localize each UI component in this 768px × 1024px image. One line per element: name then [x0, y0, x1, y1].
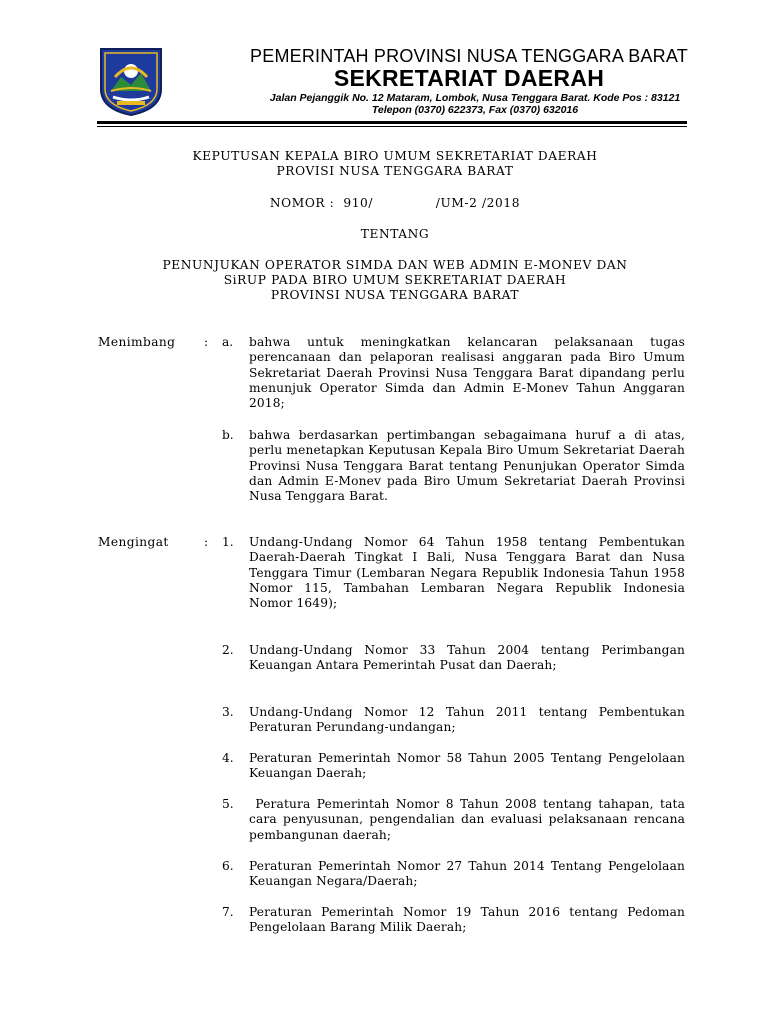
- mengingat-item-3: Undang-Undang Nomor 12 Tahun 2011 tentang Pembentukan Peraturan Perundang-undangan;: [249, 705, 685, 735]
- mengingat-colon: :: [204, 535, 209, 549]
- decree-number: NOMOR : 910/ /UM-2 /2018: [269, 196, 521, 210]
- mengingat-marker-3: 3.: [222, 705, 234, 719]
- mengingat-marker-6: 6.: [222, 859, 234, 873]
- province-emblem-icon: [97, 45, 165, 117]
- mengingat-marker-7: 7.: [222, 905, 234, 919]
- menimbang-item-a: bahwa untuk meningkatkan kelancaran pelaksanaan tugas perencanaan dan pelaporan realisasi anggaran pada Biro Umum Sekretariat Daerah Provinsi Nusa Tenggara Barat dipandang perlu menunjuk Operator Simda dan Admin E-Monev Tahun Anggaran 2018;: [249, 335, 685, 411]
- province-emblem-logo: [97, 45, 165, 117]
- menimbang-label: Menimbang: [98, 335, 176, 349]
- mengingat-item-4: Peraturan Pemerintah Nomor 58 Tahun 2005 Tentang Pengelolaan Keuangan Daerah;: [249, 751, 685, 781]
- menimbang-marker-b: b.: [222, 428, 234, 442]
- menimbang-item-b: bahwa berdasarkan pertimbangan sebagaimana huruf a di atas, perlu menetapkan Keputusan Kepala Biro Umum Sekretariat Daerah Provinsi Nusa Tenggara Barat tentang Penunjukan Operator Simda dan Admin E-Monev pada Biro Umum Sekretariat Daerah Provinsi Nusa Tenggara Barat.: [249, 428, 685, 504]
- mengingat-item-7: Peraturan Pemerintah Nomor 19 Tahun 2016 tentang Pedoman Pengelolaan Barang Milik Daerah;: [249, 905, 685, 935]
- mengingat-item-1: Undang-Undang Nomor 64 Tahun 1958 tentang Pembentukan Daerah-Daerah Tingkat I Bali, Nusa Tenggara Barat dan Nusa Tenggara Timur (Lembaran Negara Republik Indonesia Tahun 1958 Nomor 115, Tambahan Lembaran Negara Republik Indonesia Nomor 1649);: [249, 535, 685, 611]
- menimbang-marker-a: a.: [222, 335, 234, 349]
- mengingat-marker-4: 4.: [222, 751, 234, 765]
- mengingat-item-5: Peratura Pemerintah Nomor 8 Tahun 2008 tentang tahapan, tata cara penyusunan, pengendalian dan evaluasi pelaksanaan rencana pembangunan daerah;: [249, 797, 690, 842]
- decree-title-line2: PROVISI NUSA TENGGARA BARAT: [276, 164, 514, 178]
- letterhead-office-name: SEKRETARIAT DAERAH: [333, 65, 605, 91]
- mengingat-marker-1: 1.: [222, 535, 234, 549]
- subject-line3: PROVINSI NUSA TENGGARA BARAT: [270, 288, 520, 302]
- decree-title-line1: KEPUTUSAN KEPALA BIRO UMUM SEKRETARIAT DAERAH: [192, 149, 598, 163]
- letterhead-divider-thick: [97, 121, 687, 124]
- subject-line1: PENUNJUKAN OPERATOR SIMDA DAN WEB ADMIN E-MONEV DAN: [162, 258, 628, 272]
- mengingat-marker-5: 5.: [222, 797, 234, 811]
- mengingat-item-2: Undang-Undang Nomor 33 Tahun 2004 tentang Perimbangan Keuangan Antara Pemerintah Pusat dan Daerah;: [249, 643, 685, 673]
- letterhead-divider-thin: [97, 126, 687, 127]
- menimbang-colon: :: [204, 335, 209, 349]
- letterhead-address: Jalan Pejanggik No. 12 Mataram, Lombok, Nusa Tenggara Barat. Kode Pos : 83121: [269, 92, 681, 104]
- mengingat-label: Mengingat: [98, 535, 169, 549]
- tentang-heading: TENTANG: [360, 227, 430, 241]
- letterhead-government-name: PEMERINTAH PROVINSI NUSA TENGGARA BARAT: [250, 46, 688, 66]
- letterhead-phone: Telepon (0370) 622373, Fax (0370) 632016: [371, 104, 579, 116]
- subject-line2: SiRUP PADA BIRO UMUM SEKRETARIAT DAERAH: [223, 273, 567, 287]
- mengingat-marker-2: 2.: [222, 643, 234, 657]
- mengingat-item-6: Peraturan Pemerintah Nomor 27 Tahun 2014 Tentang Pengelolaan Keuangan Negara/Daerah;: [249, 859, 685, 889]
